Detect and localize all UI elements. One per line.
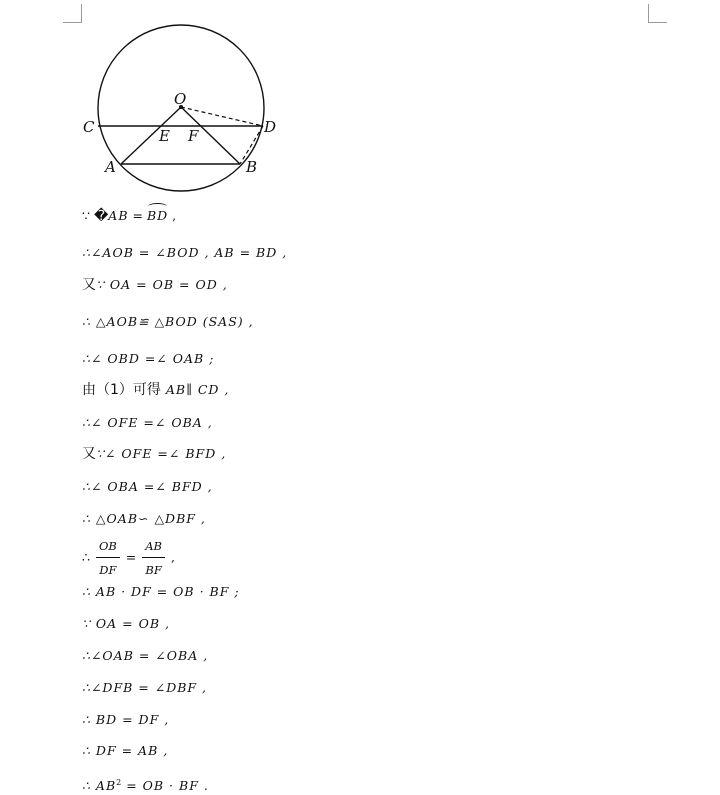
proof-line-13: ∵ OA = OB ,: [82, 616, 171, 631]
crop-mark-top-right: [648, 4, 667, 23]
label-a: A: [105, 158, 116, 176]
proof-line-4: ∴ △AOB≌ △BOD (SAS) ,: [82, 314, 254, 329]
segment-oa: [121, 107, 181, 164]
proof-line-7: ∴∠ OFE =∠ OBA ,: [82, 415, 213, 430]
proof-line-9: ∴∠ OBA =∠ BFD ,: [82, 479, 213, 494]
broken-glyph: �: [93, 208, 109, 224]
proof-line-6: 由（1）可得 AB∥ CD ,: [82, 382, 230, 398]
proof-line-8: 又∵∠ OFE =∠ BFD ,: [82, 446, 227, 462]
fraction-ab-bf: $\frac{AB}{BF}$: [142, 537, 165, 579]
proof-line-1: ∵ �AB = BD ,: [82, 208, 177, 224]
proof-line-2: ∴∠AOB = ∠BOD , AB = BD ,: [82, 245, 288, 260]
proof-line-12: ∴ AB · DF = OB · BF ;: [82, 584, 240, 599]
crop-mark-top-left: [63, 4, 82, 23]
proof-line-17: ∴ DF = AB ,: [82, 743, 169, 758]
arc-bd: BD: [146, 208, 169, 223]
label-c: C: [83, 118, 95, 136]
proof-line-3: 又∵ OA = OB = OD ,: [82, 277, 228, 293]
fraction-ob-df: $\frac{OB}{DF}$: [96, 537, 120, 579]
geometry-figure: [78, 22, 278, 197]
proof-line-11: ∴ $\frac{OB}{DF}$ = $\frac{AB}{BF}$ ,: [82, 539, 175, 577]
label-e: E: [159, 127, 170, 145]
proof-line-16: ∴ BD = DF ,: [82, 712, 170, 727]
segment-od: [181, 107, 263, 126]
label-o: O: [174, 90, 187, 108]
proof-line-5: ∴∠ OBD =∠ OAB ;: [82, 351, 215, 366]
label-b: B: [246, 158, 258, 176]
proof-line-15: ∴∠DFB = ∠DBF ,: [82, 680, 208, 695]
proof-line-10: ∴ △OAB∽ △DBF ,: [82, 511, 206, 526]
label-d: D: [264, 118, 277, 136]
proof-line-18: ∴ $AB^2$ = OB · BF .: [82, 778, 209, 794]
proof-line-14: ∴∠OAB = ∠OBA ,: [82, 648, 209, 663]
label-f: F: [188, 127, 199, 145]
